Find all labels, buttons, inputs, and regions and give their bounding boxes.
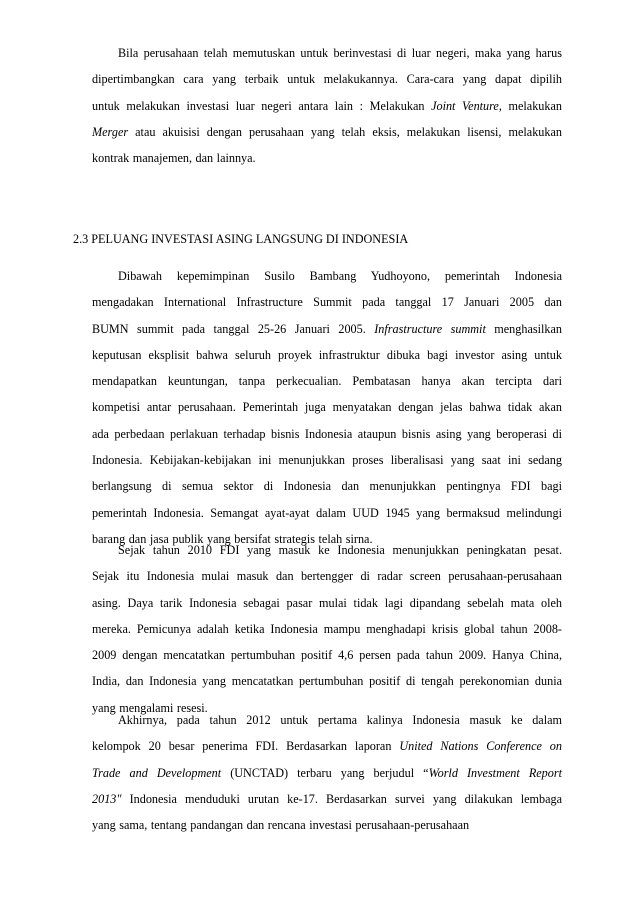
paragraph-4	[92, 707, 562, 838]
text-segment: BUMN summit pada tanggal 25-26 Januari 2005.	[92, 321, 375, 336]
text-line	[92, 733, 562, 759]
text-line: Dibawah kepemimpinan Susilo Bambang Yudhoyono, pemerintah Indonesia	[118, 269, 562, 283]
text-line	[92, 760, 562, 786]
text-line: berlangsung di semua sektor di Indonesia dan menunjukkan pentingnya FDI bagi	[92, 479, 562, 494]
text-line: Sejak tahun 2010 FDI yang masuk ke Indonesia menunjukkan peningkatan pesat.	[118, 543, 562, 557]
italic-term: Merger	[92, 124, 129, 139]
italic-term: Trade and Development	[92, 765, 222, 780]
italic-term: Joint Venture	[431, 98, 499, 113]
text-line: barang dan jasa publik yang bersifat strategis telah sirna.	[92, 531, 373, 546]
paragraph-2	[92, 263, 562, 552]
text-line: kompetisi antar perusahaan. Pemerintah juga menyatakan dengan jelas bahwa tidak akan	[92, 400, 562, 415]
text-line: pemerintah Indonesia. Semangat ayat-ayat dalam UUD 1945 yang bermaksud melindungi	[92, 505, 562, 520]
italic-term: 2013"	[92, 791, 122, 806]
text-line: Indonesia. Kebijakan-kebijakan ini menunjukkan proses liberalisasi yang saat ini sedang	[92, 453, 562, 468]
text-line	[92, 316, 562, 342]
text-line: mendapatkan keuntungan, tanpa perkecualian. Pembatasan hanya akan tercipta dari	[92, 374, 562, 389]
section-heading: 2.3 PELUANG INVESTASI ASING LANGSUNG DI INDONESIA	[73, 232, 409, 246]
text-line: mereka. Pemicunya adalah ketika Indonesia mampu menghadapi krisis global tahun 2008-	[92, 621, 562, 636]
text-line: kontrak manajemen, dan lainnya.	[92, 151, 256, 166]
text-line: yang sama, tentang pandangan dan rencana investasi perusahaan-perusahaan	[92, 818, 470, 833]
italic-term: Infrastructure summit	[374, 321, 486, 336]
text-line	[92, 93, 562, 119]
text-segment: kelompok 20 besar penerima FDI. Berdasarkan laporan	[92, 739, 400, 754]
paragraph-1	[92, 40, 562, 171]
text-line: India, dan Indonesia yang mencatatkan pertumbuhan positif di tengah perekonomian dunia	[92, 674, 562, 689]
text-segment: Indonesia menduduki urutan ke-17. Berdasarkan survei yang dilakukan lembaga	[121, 791, 562, 806]
text-line: Sejak itu Indonesia mulai masuk dan bertengger di radar screen perusahaan-perusahaan	[92, 569, 562, 584]
italic-term: World Investment Report	[428, 765, 562, 780]
italic-term: United Nations Conference on	[399, 739, 562, 754]
text-line	[92, 786, 562, 812]
text-line: 2009 dengan mencatatkan pertumbuhan positif 4,6 persen pada tahun 2009. Hanya China,	[92, 648, 562, 663]
text-segment: untuk melakukan investasi luar negeri antara lain : Melakukan	[92, 98, 432, 113]
text-line: Akhirnya, pada tahun 2012 untuk pertama kalinya Indonesia masuk ke dalam	[118, 713, 562, 727]
text-segment: , melakukan	[498, 98, 562, 113]
text-line: dipertimbangkan cara yang terbaik untuk melakukannya. Cara-cara yang dapat dipilih	[92, 72, 562, 87]
text-line: Bila perusahaan telah memutuskan untuk berinvestasi di luar negeri, maka yang harus	[118, 46, 562, 60]
paragraph-3	[92, 537, 562, 721]
text-line: ada perbedaan perlakuan terhadap bisnis Indonesia ataupun bisnis asing yang beroperasi di	[92, 426, 562, 441]
text-line: yang mengalami resesi.	[92, 700, 208, 715]
text-segment: menghasilkan	[485, 321, 562, 336]
text-line: mengadakan International Infrastructure Summit pada tanggal 17 Januari 2005 dan	[92, 295, 562, 310]
text-segment: (UNCTAD) terbaru yang berjudul “	[221, 765, 429, 780]
text-line: keputusan eksplisit bahwa seluruh proyek infrastruktur dibuka bagi investor asing untuk	[92, 347, 562, 362]
text-line: asing. Daya tarik Indonesia sebagai pasar mulai tidak lagi dipandang sebelah mata oleh	[92, 595, 562, 610]
text-segment: atau akuisisi dengan perusahaan yang telah eksis, melakukan lisensi, melakukan	[128, 124, 562, 139]
text-line	[92, 119, 562, 145]
